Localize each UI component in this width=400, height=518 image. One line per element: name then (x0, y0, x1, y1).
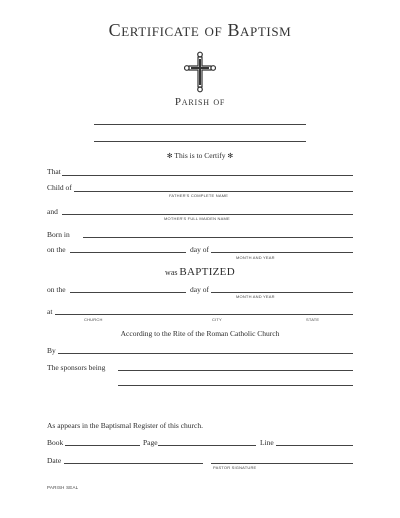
mother-name-line[interactable] (62, 214, 353, 215)
birthplace-line[interactable] (83, 237, 353, 238)
church-line[interactable] (55, 314, 353, 315)
officiant-line[interactable] (58, 353, 353, 354)
certify-text: This is to Certify (174, 151, 226, 160)
ornate-cross-icon (184, 51, 216, 93)
mother-caption: MOTHER'S FULL MAIDEN NAME (164, 216, 230, 221)
rite-text: According to the Rite of the Roman Catholic Church (120, 329, 280, 338)
city-caption: CITY (212, 317, 222, 322)
born-in-label: Born in (47, 230, 70, 239)
register-text: As appears in the Baptismal Register of this church. (47, 421, 204, 430)
certificate-title: Certificate of Baptism (108, 20, 292, 40)
certify-heading (0, 151, 400, 160)
at-label: at (47, 307, 53, 316)
parish-seal-label: PARISH SEAL (47, 485, 79, 490)
baptism-month-year-line[interactable] (211, 292, 353, 293)
birth-day-line[interactable] (70, 252, 186, 253)
flower-ornament-icon: ✻ (227, 152, 234, 160)
birth-on-the-label: on the (47, 245, 66, 254)
state-caption: STATE (306, 317, 320, 322)
baptism-day-line[interactable] (70, 292, 186, 293)
pastor-signature-line[interactable] (211, 463, 353, 464)
book-label: Book (47, 438, 64, 447)
page-line[interactable] (158, 445, 256, 446)
baptized-heading (0, 266, 400, 278)
page-label: Page (143, 438, 158, 447)
baptism-month-year-caption: MONTH AND YEAR (236, 294, 275, 299)
birth-month-year-caption: MONTH AND YEAR (236, 255, 275, 260)
father-name-line[interactable] (74, 191, 353, 192)
flower-ornament-icon: ✻ (166, 152, 173, 160)
baptized-prefix: was (165, 268, 178, 277)
sponsors-label: The sponsors being (47, 363, 106, 372)
sponsor-line-1[interactable] (118, 370, 353, 371)
parish-name-line-2 (94, 141, 306, 142)
and-label: and (47, 207, 58, 216)
date-label: Date (47, 456, 62, 465)
baptism-day-of-label: day of (190, 285, 209, 294)
line-number-line[interactable] (276, 445, 353, 446)
line-label: Line (260, 438, 274, 447)
parish-heading: Parish of (174, 96, 226, 108)
by-label: By (47, 346, 56, 355)
birth-month-year-line[interactable] (211, 252, 353, 253)
date-line[interactable] (64, 463, 203, 464)
parish-name-line-1 (94, 124, 306, 125)
pastor-signature-caption: PASTOR SIGNATURE (213, 465, 257, 470)
sponsor-line-2[interactable] (118, 385, 353, 386)
that-label: That (47, 167, 61, 176)
church-caption: CHURCH (84, 317, 103, 322)
baptized-word: BAPTIZED (179, 266, 235, 278)
child-name-line[interactable] (62, 175, 353, 176)
baptism-on-the-label: on the (47, 285, 66, 294)
birth-day-of-label: day of (190, 245, 209, 254)
child-of-label: Child of (47, 183, 72, 192)
book-line[interactable] (65, 445, 140, 446)
father-caption: FATHER'S COMPLETE NAME (169, 193, 229, 198)
